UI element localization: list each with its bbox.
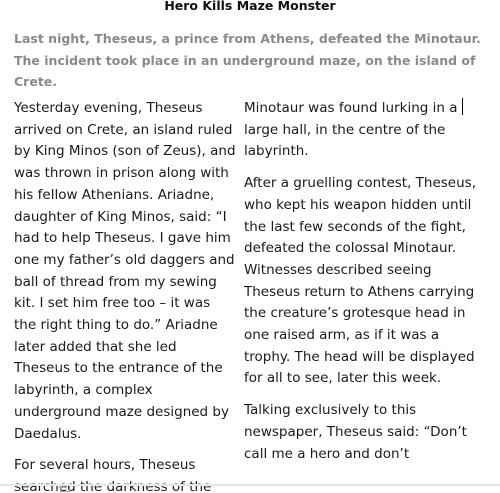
anchor-icon — [60, 486, 70, 492]
text-cursor — [462, 98, 463, 115]
article-headline: Hero Kills Maze Monster — [164, 0, 336, 13]
text-run: Minotaur was found lurking in a — [244, 100, 462, 116]
paragraph[interactable]: After a gruelling contest, Theseus, who kept his weapon hidden until the last few seconds of the fight, defeated the colossal Minotaur. Witnesses described seeing Theseus return to Athens carrying the creature’s grotesque head in one raised arm, as if it was a trophy. The head will be displayed for all to see, later this week. — [244, 175, 476, 387]
left-column — [14, 98, 236, 493]
text-run: large hall, in the centre of the labyrinth. — [244, 121, 446, 160]
paragraph[interactable]: Talking exclusively to this newspaper, Theseus said: “Don’t call me a hero and don’t — [244, 402, 467, 462]
paragraph[interactable] — [244, 98, 484, 163]
paragraph[interactable]: Yesterday evening, Theseus arrived on Crete, an island ruled by King Minos (son of Zeus), and was thrown in prison along with his fellow Athenians. Ariadne, daughter of King Minos, said: “I had to help Theseus. I gave him one my father’s old daggers and ball of thread from my sewing kit. I set him free too – it was the right thing to do.” Ariadne later added that she led Theseus to the entrance of the labyrinth, a complex underground maze designed by Daedalus. — [14, 100, 236, 442]
page-bottom-edge — [0, 484, 500, 486]
paragraph[interactable]: For several hours, Theseus — [14, 457, 196, 474]
article-standfirst: Last night, Theseus, a prince from Athens, defeated the Minotaur. The incident took place in an underground maze, on the island of Crete. — [14, 31, 481, 89]
right-column — [244, 98, 484, 475]
